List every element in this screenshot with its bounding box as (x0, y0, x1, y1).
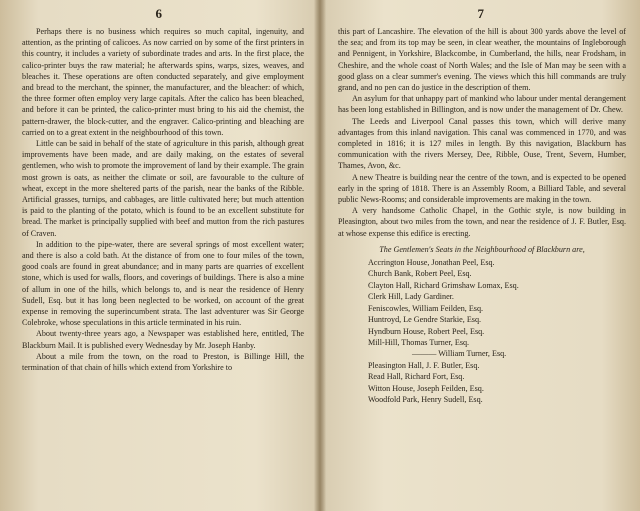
paragraph: this part of Lancashire. The elevation of the hill is about 300 yards above the level of the sea; and from its top may be seen, in clear weather, the mountains of Ingleborough and Pennigent, in Yorkshire, Blackcombe, in Cumberland, the hills, near Frodsham, in Cheshire, and the whole coast of North Wales; and the Isle of Man may be seen with a good glass on a clear summer's evening. The views which this hill commands are truly grand, and no pen can do justice in the description of them. (338, 27, 626, 93)
paragraph: About a mile from the town, on the road to Preston, is Billinge Hill, the termination of that chain of hills which extend from Yorkshire to (22, 351, 304, 373)
list-item: Clerk Hill, Lady Gardiner. (368, 292, 454, 302)
paragraph: A very handsome Catholic Chapel, in the Gothic style, is now building in Pleasington, about two miles from the town, and near the residence of J. F. Butler, Esq. at whose expense this edifice is erecting. (338, 206, 626, 238)
seats-list (338, 257, 626, 405)
seats-heading: The Gentlemen's Seats in the Neighbourhood of Blackburn are, (379, 244, 585, 254)
page-text (338, 26, 626, 507)
list-item: Mill-Hill, Thomas Turner, Esq. (368, 337, 470, 347)
list-item: Feniscowles, William Feilden, Esq. (368, 303, 484, 313)
page-number: 7 (477, 6, 485, 21)
list-item: Church Bank, Robert Peel, Esq. (368, 269, 472, 279)
list-item: Accrington House, Jonathan Peel, Esq. (368, 258, 495, 268)
list-item: Witton House, Joseph Feilden, Esq. (368, 383, 484, 393)
paragraph: In addition to the pipe-water, there are several springs of most excellent water; and there is also a cold bath. At the distance of from one to four miles of the town, good coals are found in great abundance; and in many parts are quarries of excellent stone, which is used for walls, floors, and coverings of buildings. There is also a mine of allum in one of the hills, which belongs to, and is near the residence of Henry Sudell, Esq. but it has long been neglected to be worked, on account of the great expense in removing the superincumbent strata. The last adventurer was Sir George Colebroke, whose speculations in this article terminated in his ruin. (22, 239, 304, 328)
paragraph: A new Theatre is building near the centre of the town, and is expected to be opened early in the spring of 1818. There is an Assembly Room, a Billiard Table, and several public News-Rooms; and considerable improvements are making in the town. (338, 172, 626, 205)
list-item: Read Hall, Richard Fort, Esq. (368, 372, 465, 382)
right-page (322, 0, 640, 511)
paragraph: Perhaps there is no business which requires so much capital, ingenuity, and attention, as the printing of calicoes. As now carried on by some of the first printers in this country, it includes a variety of subordinate trades and arts. In the first place, the calico-printer buys the raw material; he afterwards spins, warps, sizes, weaves, and bleaches it. These operations are often conducted separately, and give employment and bread to the merchant, the spinner, the manufacturer, and the bleacher: of which, the three former often employ very large capitals. After the calico has been bleached, and before it can be printed, the calico-printer must bring to his aid the chemist, the pattern-drawer, the block-cutter, and the engraver. Calico-printing and bleaching are carried on to a great extent in the neighbourhood of this town. (22, 27, 304, 137)
page-text (22, 26, 304, 507)
list-item: Pleasington Hall, J. F. Butler, Esq. (368, 360, 480, 370)
left-page (0, 0, 318, 511)
paragraph: Little can be said in behalf of the state of agriculture in this parish, although great improvements have been made, and are daily making, on the estates of several gentlemen, who wish to promote the improvement of land by their example. The grain most grown is oats, as neither the climate or soil, are favourable to the culture of wheat, except in the more sheltered parts of the parish, near the banks of the Ribble. Artificial grasses, turnips, and cabbages, are little cultivated here; but much attention is paid to the planting of the potato, which is found to be an excellent substitute for bread. The market is principally supplied with beef and mutton from the rich pastures of Craven. (22, 139, 304, 238)
list-item: Huntroyd, Le Gendre Starkie, Esq. (368, 315, 482, 325)
list-item: Clayton Hall, Richard Grimshaw Lomax, Esq. (368, 280, 519, 290)
paragraph: The Leeds and Liverpool Canal passes this town, which will derive many advantages from this inland navigation. This canal was commenced in 1770, and was completed in 1816; it is 127 miles in length. By this navigation, Blackburn has communication with the rivers Mersey, Dee, Ribble, Ouse, Trent, Severn, Humber, Thames, Avon, &c. (338, 116, 626, 171)
list-item: Hyndburn House, Robert Peel, Esq. (368, 326, 485, 336)
list-item: ——— William Turner, Esq. (412, 349, 507, 359)
paragraph: About twenty-three years ago, a Newspaper was established here, entitled, The Blackburn Mail. It is published every Wednesday by Mr. Joseph Hanby. (22, 329, 304, 350)
paragraph: An asylum for that unhappy part of mankind who labour under mental derangement has been long established in Billington, and is now under the management of Dr. Chew. (338, 94, 626, 115)
list-item: Woodfold Park, Henry Sudell, Esq. (368, 394, 483, 404)
page-number: 6 (155, 6, 163, 21)
